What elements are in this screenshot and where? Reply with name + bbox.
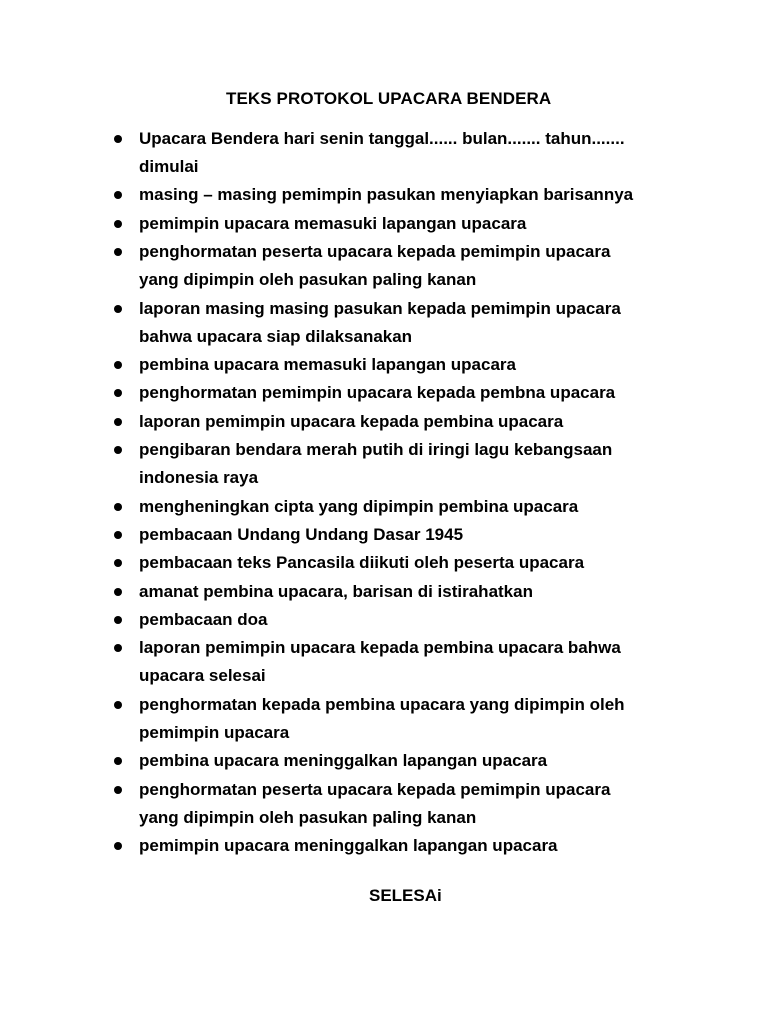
list-item — [139, 351, 699, 379]
bullet-icon — [114, 361, 122, 369]
bullet-icon — [114, 248, 122, 256]
list-item-text: pembina upacara memasuki lapangan upacara — [139, 354, 516, 374]
list-item — [139, 691, 699, 747]
list-item-text: laporan pemimpin upacara kepada pembina upacara — [139, 411, 564, 431]
list-item — [139, 210, 699, 238]
bullet-icon — [114, 786, 122, 794]
list-item — [139, 181, 699, 209]
list-item — [139, 549, 699, 577]
list-item — [139, 747, 699, 775]
list-item-text: mengheningkan cipta yang dipimpin pembina upacara — [139, 496, 579, 516]
document-title: TEKS PROTOKOL UPACARA BENDERA — [226, 89, 552, 108]
bullet-icon — [114, 220, 122, 228]
list-item — [139, 776, 699, 832]
list-item-text: pembacaan Undang Undang Dasar 1945 — [139, 524, 464, 544]
list-item-text: pemimpin upacara memasuki lapangan upacara — [139, 213, 527, 233]
list-item-text: pembacaan teks Pancasila diikuti oleh peserta upacara — [139, 553, 585, 573]
list-item-text: laporan masing masing pasukan kepada pemimpin upacara bahwa upacara siap dilaksanakan — [139, 298, 621, 346]
list-item — [139, 521, 699, 549]
bullet-icon — [114, 531, 122, 539]
list-item-text: pembina upacara meninggalkan lapangan upacara — [139, 751, 548, 771]
bullet-icon — [114, 389, 122, 397]
bullet-icon — [114, 588, 122, 596]
bullet-icon — [114, 135, 122, 143]
list-item — [139, 578, 699, 606]
list-item — [139, 606, 699, 634]
bullet-icon — [114, 503, 122, 511]
list-item — [139, 295, 699, 351]
bullet-icon — [114, 446, 122, 454]
list-item-text: pemimpin upacara meninggalkan lapangan upacara — [139, 836, 558, 856]
list-item — [139, 408, 699, 436]
closing-text: SELESAi — [369, 886, 442, 905]
list-item-text: penghormatan kepada pembina upacara yang dipimpin oleh pemimpin upacara — [139, 694, 625, 742]
bullet-icon — [114, 701, 122, 709]
bullet-icon — [114, 757, 122, 765]
bullet-icon — [114, 191, 122, 199]
list-item-text: pengibaran bendara merah putih di iringi lagu kebangsaan indonesia raya — [139, 440, 613, 488]
list-item — [139, 238, 699, 294]
list-item — [139, 125, 699, 181]
list-item — [139, 634, 699, 690]
bullet-icon — [114, 305, 122, 313]
list-item-text: penghormatan peserta upacara kepada pemimpin upacara yang dipimpin oleh pasukan paling kanan — [139, 242, 611, 290]
list-item — [139, 493, 699, 521]
ceremony-steps-list — [139, 125, 699, 860]
list-item-text: Upacara Bendera hari senin tanggal...... bulan....... tahun....... dimulai — [139, 129, 625, 176]
list-item — [139, 832, 699, 860]
list-item — [139, 379, 699, 407]
bullet-icon — [114, 644, 122, 652]
list-item-text: penghormatan pemimpin upacara kepada pembna upacara — [139, 383, 616, 403]
list-item-text: masing – masing pemimpin pasukan menyiapkan barisannya — [139, 185, 634, 205]
bullet-icon — [114, 616, 122, 624]
list-item-text: pembacaan doa — [139, 610, 268, 630]
bullet-icon — [114, 842, 122, 850]
list-item-text: amanat pembina upacara, barisan di istirahatkan — [139, 581, 533, 601]
list-item-text: laporan pemimpin upacara kepada pembina upacara bahwa upacara selesai — [139, 638, 621, 686]
bullet-icon — [114, 559, 122, 567]
bullet-icon — [114, 418, 122, 426]
list-item-text: penghormatan peserta upacara kepada pemimpin upacara yang dipimpin oleh pasukan paling kanan — [139, 779, 611, 827]
list-item — [139, 436, 699, 492]
